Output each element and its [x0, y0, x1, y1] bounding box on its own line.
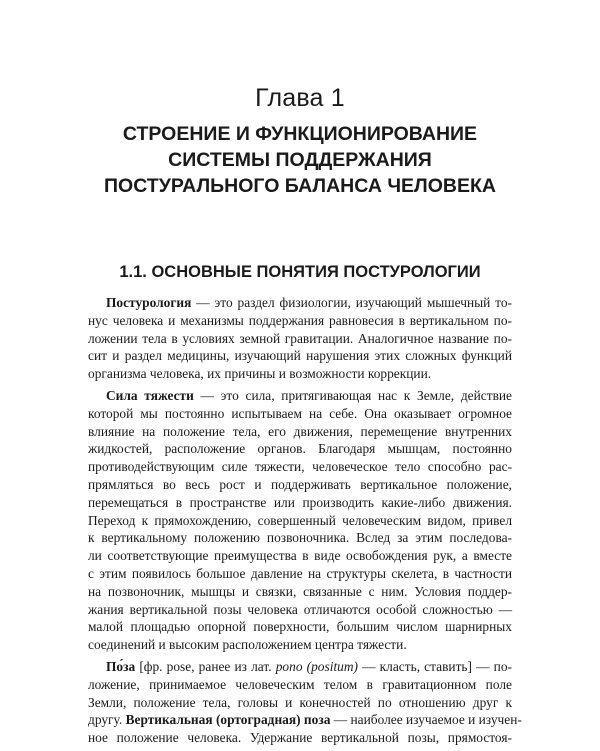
term-pose: По́за	[106, 658, 136, 674]
text-line: Сила тяжести — это сила, притягивающая нас к Земле, действие	[106, 387, 512, 403]
text-line: Переход к прямохождению, совершенный человеческим видом, привел	[88, 512, 512, 528]
text-line: Земли, положение тела, головы и конечностей по отношению друг к	[88, 694, 512, 710]
chapter-title	[0, 121, 600, 199]
chapter-title-line: СИСТЕМЫ ПОДДЕРЖАНИЯ	[168, 149, 432, 171]
term-vertical-pose: Вертикальная (ортоградная) поза	[125, 712, 331, 728]
text-line: влияние на положение тела, его движения, перемещение внутренних	[88, 423, 512, 439]
text-line: нус человека и механизмы поддержания равновесия в вертикальном по-	[88, 312, 512, 328]
text-line: на позвоночник, мышцы и связки, связанные с ним. Условия поддер-	[88, 583, 512, 599]
text-line: с этим появилось большое давление на структуры скелета, в частности	[88, 565, 512, 581]
text-line: перемещаться в пространстве или производить какие-либо движения.	[88, 494, 512, 510]
latin-term: pono (positum)	[275, 658, 358, 674]
text-line: По́за [фр. pose, ранее из лат. pono (positum) — класть, ставить] — по-	[106, 658, 512, 674]
chapter-label: Глава 1	[255, 84, 345, 112]
term-gravity: Сила тяжести	[106, 387, 194, 403]
text-line: жания вертикальной позы человека отличаются особой сложностью —	[88, 601, 512, 617]
text-line: противодействующим силе тяжести, человеческое тело способно рас-	[88, 459, 512, 475]
text-line: организма человека, их причины и возможности коррекции.	[88, 366, 432, 382]
paragraph-gravity	[88, 387, 512, 654]
text-line: ное положение человека. Удержание вертикальной позы, прямостоя-	[88, 730, 512, 746]
section-title: 1.1. ОСНОВНЫЕ ПОНЯТИЯ ПОСТУРОЛОГИИ	[119, 263, 481, 281]
text-line: ложении тела в условиях земной гравитации. Аналогичное название по-	[88, 330, 512, 346]
text-line: малой площадью опорной поверхности, большим числом шарнирных	[88, 619, 512, 635]
term-posturology: Постурология	[106, 295, 192, 310]
chapter-title-line: ПОСТУРАЛЬНОГО БАЛАНСА ЧЕЛОВЕКА	[104, 175, 496, 197]
text-line: другу. Вертикальная (ортоградная) поза — наиболее изучаемое и изучен-	[88, 712, 522, 728]
text-line: жидкостей, расположение органов. Благодаря мышцам, постоянно	[88, 441, 512, 457]
paragraph-posturology	[88, 294, 512, 383]
paragraph-pose	[88, 658, 522, 747]
chapter-title-line: СТРОЕНИЕ И ФУНКЦИОНИРОВАНИЕ	[122, 123, 478, 145]
text-line: сит и раздел медицины, изучающий нарушения этих сложных функций	[88, 348, 512, 364]
text-line: ли соответствующие преимущества в виде освобождения рук, а вместе	[88, 548, 512, 564]
text-line: которой мы постоянно испытываем на себе. Она оказывает огромное	[88, 405, 512, 421]
text-line: к вертикальному положению позвоночника. Вслед за этим последова-	[88, 530, 512, 546]
body-text	[88, 294, 522, 751]
text-line: соединений и высоким расположением центра тяжести.	[88, 637, 407, 653]
text-line: прямляться во весь рост и поддерживать вертикальное положение,	[88, 476, 512, 492]
text-line: ложение, принимаемое человеческим телом в гравитационном поле	[88, 676, 512, 692]
text-line: Постурология — это раздел физиологии, изучающий мышечный то-	[106, 295, 512, 310]
